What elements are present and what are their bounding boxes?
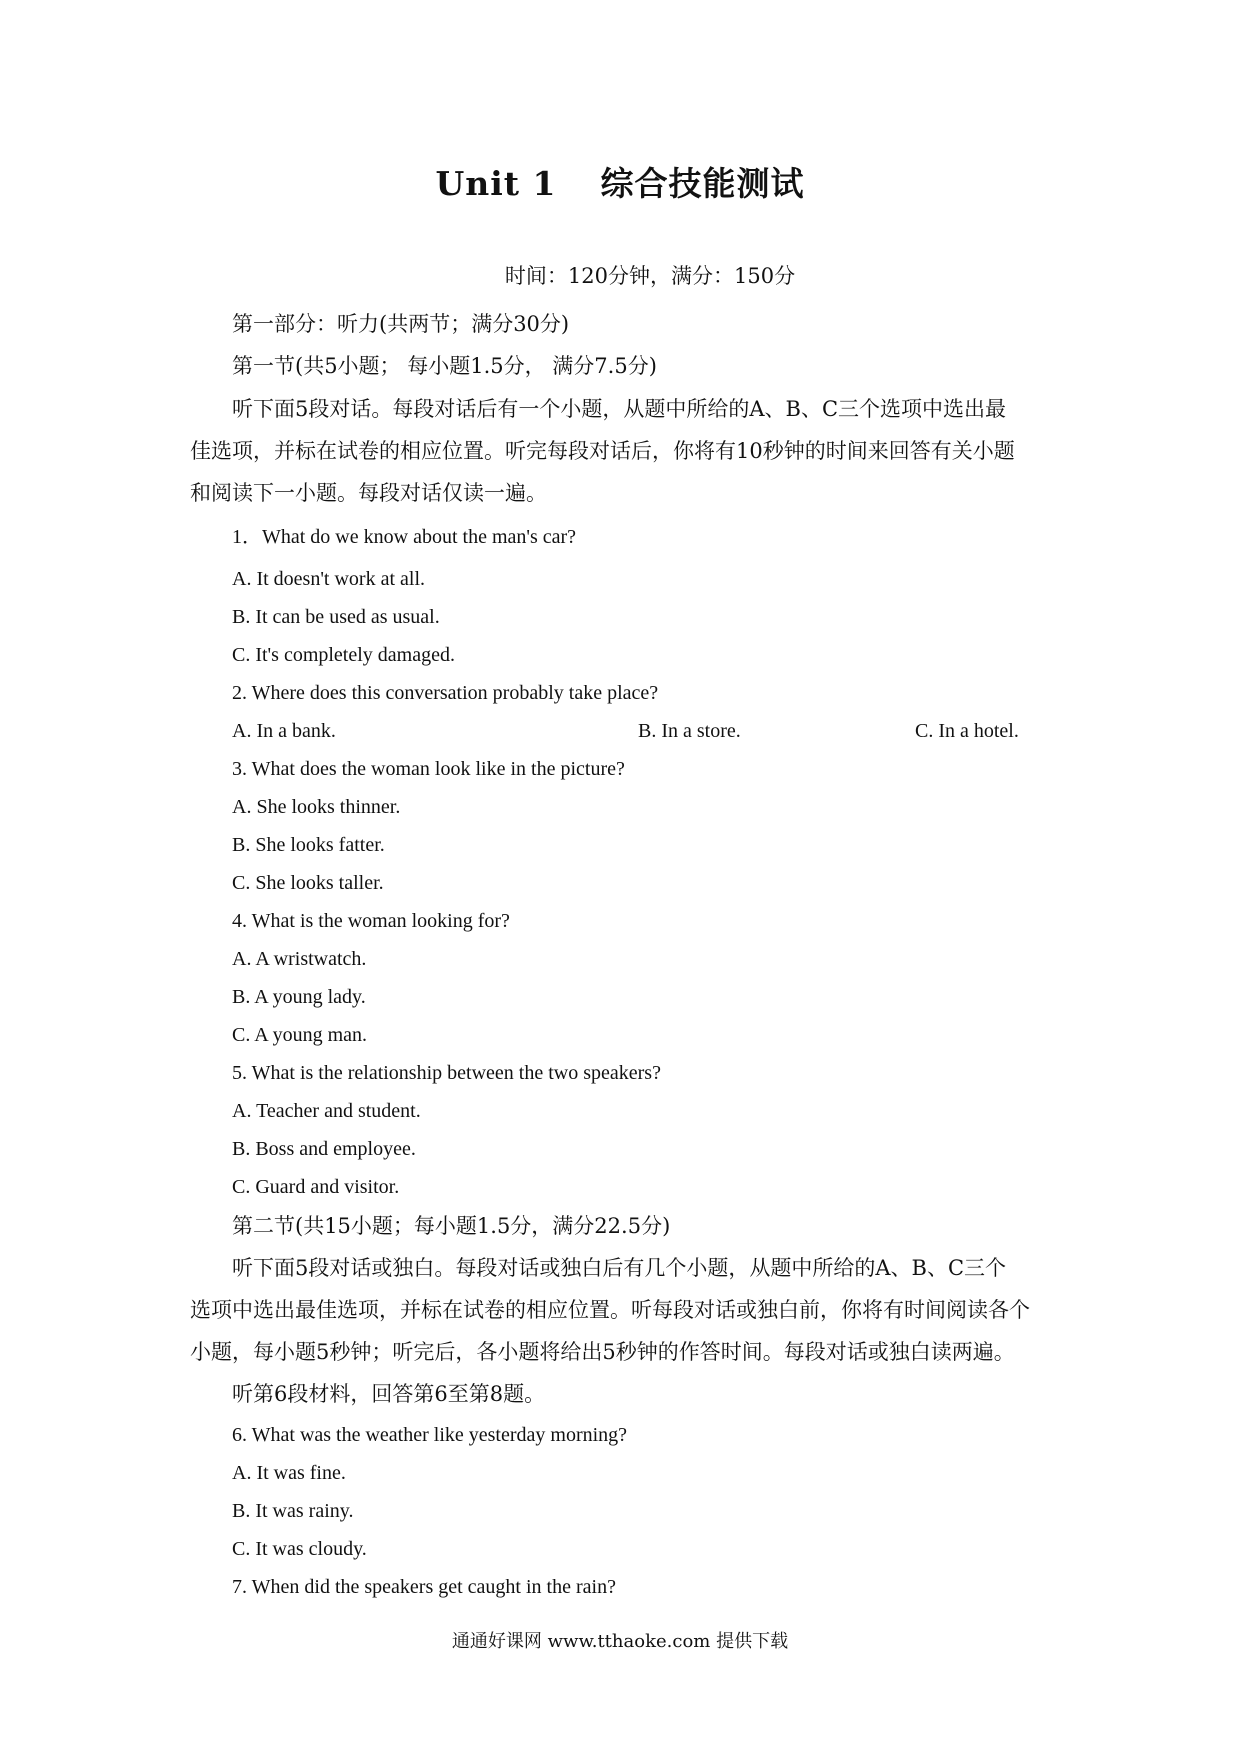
question-4: 4. What is the woman looking for? [232,910,510,932]
option-3a: A. She looks thinner. [232,796,401,818]
option-1c: C. It's completely damaged. [232,644,455,666]
section1-instruction-line: 和阅读下一小题。每段对话仅读一遍。 [190,481,547,505]
question-1: 1．What do we know about the man's car? [232,526,577,548]
option-6a: A. It was fine. [232,1462,346,1484]
question-2: 2. Where does this conversation probably take place? [232,682,659,704]
question-3: 3. What does the woman look like in the picture? [232,758,625,780]
title-text: 综合技能测试 [600,164,805,203]
option-2c: C. In a hotel. [915,720,1019,742]
footer-credit: 通通好课网 www.tthaoke.com 提供下载 [451,1631,789,1652]
option-3c: C. She looks taller. [232,872,384,894]
section2-instruction-line: 选项中选出最佳选项，并标在试卷的相应位置。听每段对话或独白前，你将有时间阅读各个 [190,1298,1030,1322]
option-4c: C. A young man. [232,1024,368,1046]
option-6b: B. It was rainy. [232,1500,354,1522]
page-title [0,158,1240,205]
unit-label: Unit 1 [435,164,557,203]
option-2a: A. In a bank. [232,720,336,742]
option-1b: B. It can be used as usual. [232,606,440,628]
option-5b: B. Boss and employee. [232,1138,416,1160]
option-2b: B. In a store. [638,720,741,742]
option-1a: A. It doesn't work at all. [232,568,426,590]
section2-instruction-line: 听下面5段对话或独白。每段对话或独白后有几个小题，从题中所给的A、B、C三个 [232,1256,1007,1280]
option-5c: C. Guard and visitor. [232,1176,400,1198]
option-6c: C. It was cloudy. [232,1538,367,1560]
option-4b: B. A young lady. [232,986,366,1008]
section2-instruction-line: 小题，每小题5秒钟；听完后，各小题将给出5秒钟的作答时间。每段对话或独白读两遍。 [190,1340,1015,1364]
section1-instruction-line: 听下面5段对话。每段对话后有一个小题，从题中所给的A、B、C三个选项中选出最 [232,397,1007,421]
option-5a: A. Teacher and student. [232,1100,421,1122]
section1-heading: 第一节(共5小题； 每小题1.5分， 满分7.5分) [232,354,657,378]
material-note: 听第6段材料，回答第6至第8题。 [232,1382,546,1406]
option-3b: B. She looks fatter. [232,834,385,856]
section1-instruction-line: 佳选项，并标在试卷的相应位置。听完每段对话后，你将有10秒钟的时间来回答有关小题 [190,439,1015,463]
part1-heading: 第一部分：听力(共两节；满分30分) [232,312,570,336]
question-5: 5. What is the relationship between the two speakers? [232,1062,661,1084]
time-info: 时间：120分钟，满分：150分 [504,264,796,288]
question-6: 6. What was the weather like yesterday morning? [232,1424,628,1446]
option-4a: A. A wristwatch. [232,948,367,970]
section2-heading: 第二节(共15小题；每小题1.5分，满分22.5分) [232,1214,671,1238]
question-7: 7. When did the speakers get caught in the rain? [232,1576,616,1598]
